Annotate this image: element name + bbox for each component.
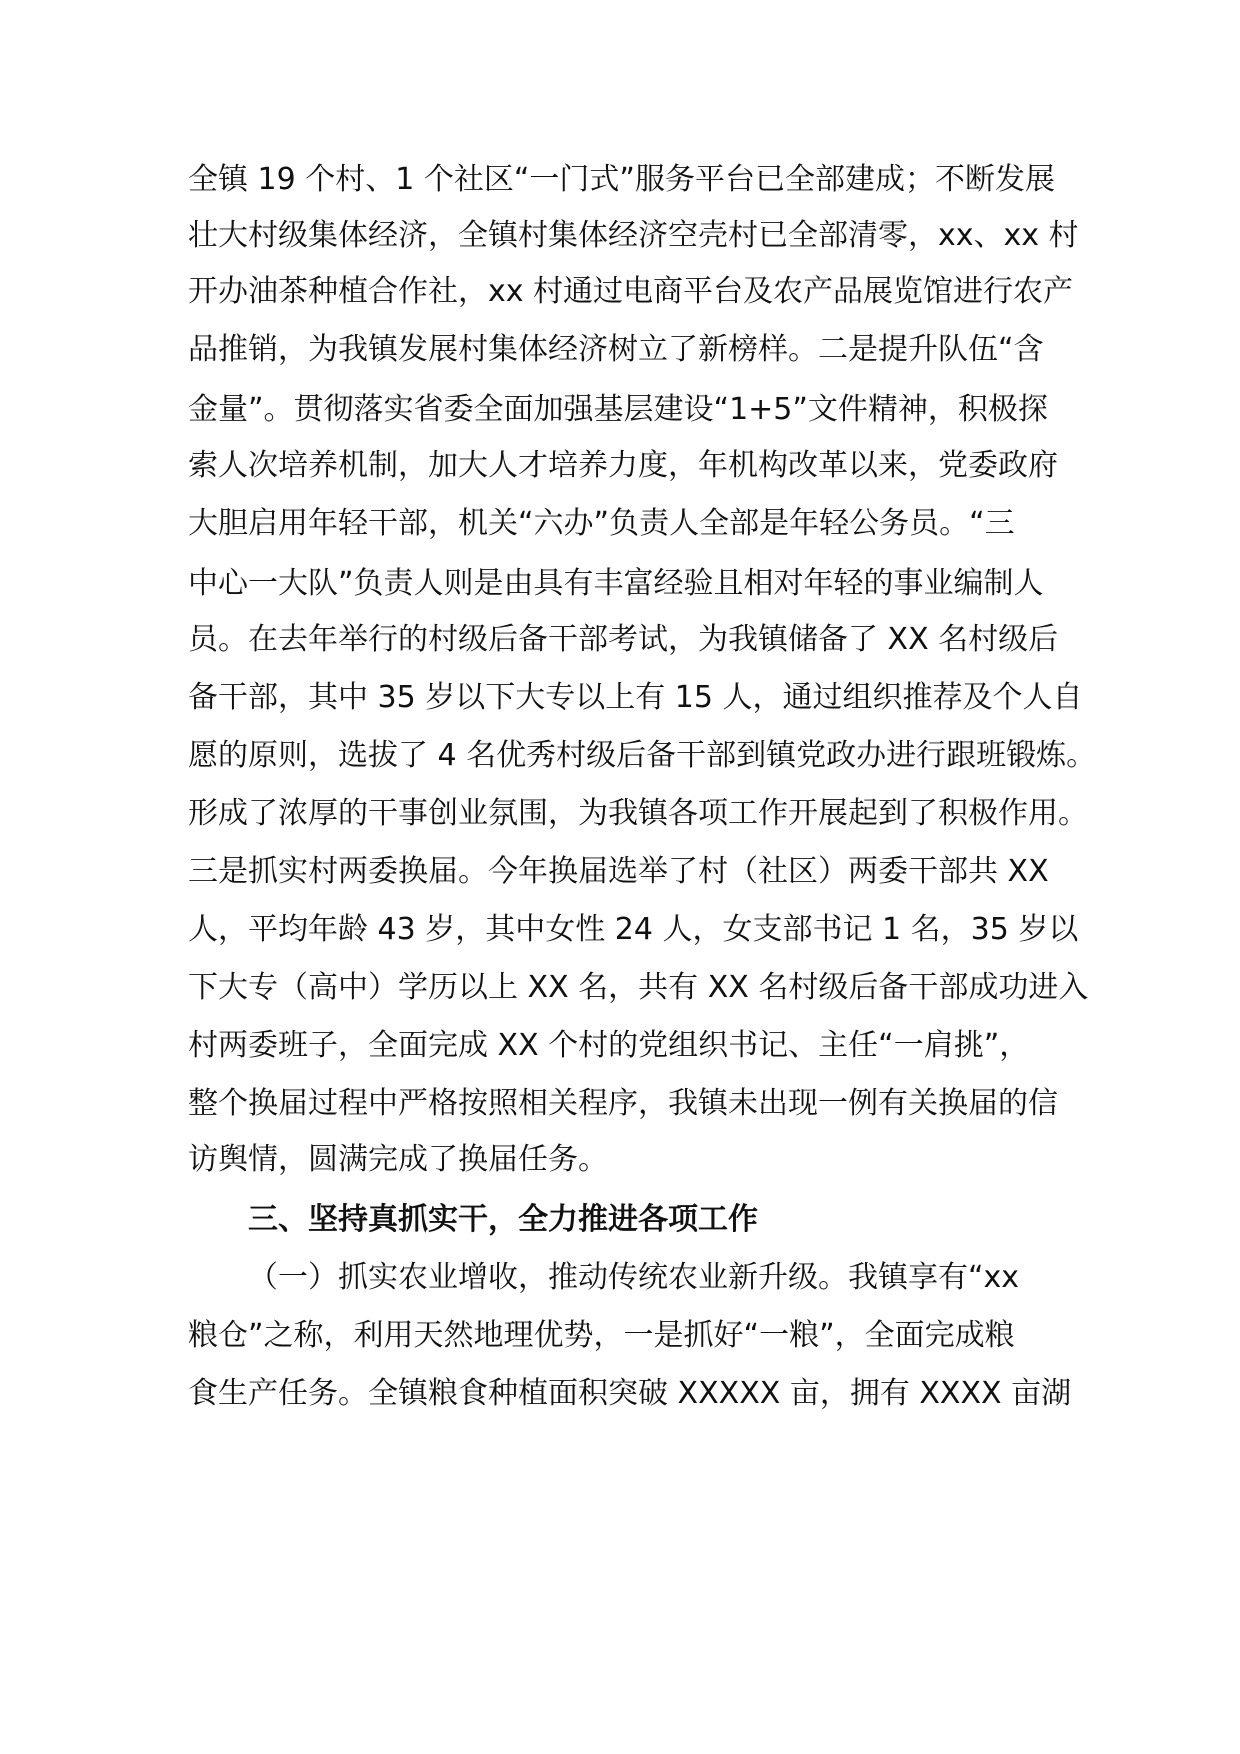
body-text-line: 整个换届过程中严格按照相关程序，我镇未出现一例有关换届的信 (188, 1086, 1058, 1121)
body-text-line: 形成了浓厚的干事创业氛围，为我镇各项工作开展起到了积极作用。 (188, 796, 1088, 831)
body-text-line: （一）抓实农业增收，推动传统农业新升级。我镇享有“xx (248, 1260, 1020, 1295)
section-heading: 三、坚持真抓实干，全力推进各项工作 (248, 1202, 758, 1237)
body-text-line: 备干部，其中 35 岁以下大专以上有 15 人，通过组织推荐及个人自 (188, 680, 1083, 715)
body-text-line: 愿的原则，选拔了 4 名优秀村级后备干部到镇党政办进行跟班锻炼。 (188, 738, 1097, 773)
body-text-line: 索人次培养机制，加大人才培养力度，年机构改革以来，党委政府 (188, 448, 1058, 483)
body-text-line: 开办油茶种植合作社，xx 村通过电商平台及农产品展览馆进行农产 (188, 274, 1074, 309)
body-text-line: 访舆情，圆满完成了换届任务。 (188, 1142, 608, 1177)
body-text-line: 中心一大队”负责人则是由具有丰富经验且相对年轻的事业编制人 (188, 566, 1044, 601)
body-text-line: 人，平均年龄 43 岁，其中女性 24 人，女支部书记 1 名，35 岁以 (188, 912, 1079, 947)
body-text-line: 壮大村级集体经济，全镇村集体经济空壳村已全部清零，xx、xx 村 (188, 218, 1079, 253)
body-text-line: 村两委班子，全面完成 XX 个村的党组织书记、主任“一肩挑”， (188, 1028, 1030, 1063)
body-text-line: 大胆启用年轻干部，机关“六办”负责人全部是年轻公务员。“三 (188, 506, 1015, 541)
body-text-line: 食生产任务。全镇粮食种植面积突破 XXXXX 亩，拥有 XXXX 亩湖 (188, 1376, 1072, 1411)
body-text-line: 三是抓实村两委换届。今年换届选举了村（社区）两委干部共 XX (188, 854, 1049, 889)
body-text-line: 下大专（高中）学历以上 XX 名，共有 XX 名村级后备干部成功进入 (188, 970, 1089, 1005)
body-text-line: 粮仓”之称，利用天然地理优势，一是抓好“一粮”，全面完成粮 (188, 1318, 1015, 1353)
body-text-line: 品推销，为我镇发展村集体经济树立了新榜样。二是提升队伍“含 (188, 332, 1044, 367)
body-text-line: 金量”。贯彻落实省委全面加强基层建设“1+5”文件精神，积极探 (188, 392, 1048, 427)
body-text-line: 全镇 19 个村、1 个社区“一门式”服务平台已全部建成；不断发展 (188, 162, 1055, 197)
body-text-line: 员。在去年举行的村级后备干部考试，为我镇储备了 XX 名村级后 (188, 622, 1059, 657)
